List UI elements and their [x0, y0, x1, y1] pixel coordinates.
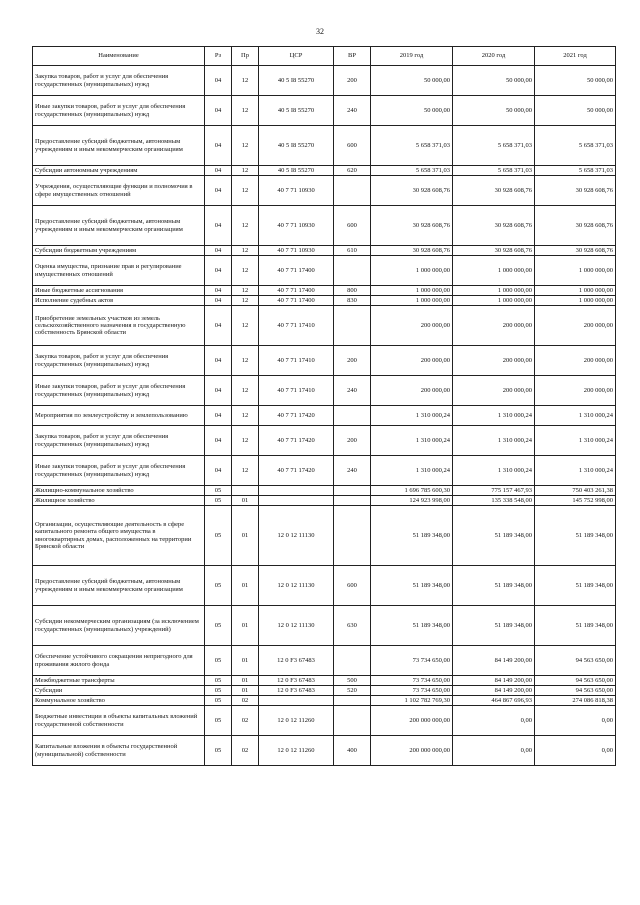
cell-name: Оценка имущества, признание прав и регулирование имущественных отношений	[33, 256, 205, 286]
cell-2021: 0,00	[535, 706, 616, 736]
cell-2020: 1 310 000,24	[453, 426, 535, 456]
cell-vr: 240	[334, 456, 371, 486]
cell-pr: 12	[232, 166, 259, 176]
cell-2020: 5 658 371,03	[453, 166, 535, 176]
cell-pr: 01	[232, 496, 259, 506]
cell-vr	[334, 646, 371, 676]
cell-rz: 04	[205, 176, 232, 206]
cell-csr: 40 7 71 17400	[259, 296, 334, 306]
cell-name: Закупка товаров, работ и услуг для обеспечения государственных (муниципальных) нужд	[33, 66, 205, 96]
table-row	[33, 176, 616, 206]
cell-pr: 12	[232, 296, 259, 306]
cell-rz: 05	[205, 486, 232, 496]
cell-2020: 1 000 000,00	[453, 296, 535, 306]
cell-2021: 50 000,00	[535, 96, 616, 126]
cell-2019: 200 000 000,00	[371, 706, 453, 736]
cell-rz: 05	[205, 646, 232, 676]
cell-2020: 1 310 000,24	[453, 406, 535, 426]
cell-2020: 464 867 696,93	[453, 696, 535, 706]
table-row	[33, 696, 616, 706]
cell-pr: 12	[232, 126, 259, 166]
cell-pr: 12	[232, 306, 259, 346]
cell-2019: 51 189 348,00	[371, 606, 453, 646]
cell-csr: 40 7 71 17400	[259, 286, 334, 296]
cell-2019: 200 000,00	[371, 346, 453, 376]
cell-name: Обеспечение устойчивого сокращения непригодного для проживания жилого фонда	[33, 646, 205, 676]
cell-name: Субсидии некоммерческим организациям (за исключением государственных (муниципальных) учреждений)	[33, 606, 205, 646]
cell-rz: 04	[205, 66, 232, 96]
cell-2020: 1 000 000,00	[453, 256, 535, 286]
cell-vr	[334, 176, 371, 206]
table-row	[33, 246, 616, 256]
cell-csr: 40 5 I8 55270	[259, 166, 334, 176]
cell-csr: 40 7 71 17410	[259, 376, 334, 406]
table-header-row	[33, 47, 616, 66]
cell-2020: 50 000,00	[453, 66, 535, 96]
cell-pr: 02	[232, 706, 259, 736]
cell-rz: 04	[205, 286, 232, 296]
cell-name: Предоставление субсидий бюджетным, автономным учреждениям и иным некоммерческим организациям	[33, 206, 205, 246]
cell-csr: 12 0 F3 67483	[259, 646, 334, 676]
table-row	[33, 496, 616, 506]
table-row	[33, 376, 616, 406]
cell-2019: 73 734 650,00	[371, 676, 453, 686]
table-row	[33, 406, 616, 426]
cell-2021: 1 000 000,00	[535, 256, 616, 286]
table-row	[33, 296, 616, 306]
cell-vr	[334, 696, 371, 706]
cell-name: Иные бюджетные ассигнования	[33, 286, 205, 296]
table-body	[33, 66, 616, 766]
cell-name: Исполнение судебных актов	[33, 296, 205, 306]
cell-2019: 1 000 000,00	[371, 296, 453, 306]
cell-2020: 200 000,00	[453, 376, 535, 406]
table-row	[33, 206, 616, 246]
cell-pr: 01	[232, 686, 259, 696]
header-2021: 2021 год	[535, 47, 616, 66]
table-row	[33, 96, 616, 126]
cell-2020: 775 157 467,93	[453, 486, 535, 496]
cell-2021: 51 189 348,00	[535, 566, 616, 606]
cell-pr: 12	[232, 426, 259, 456]
table-row	[33, 606, 616, 646]
cell-2020: 1 000 000,00	[453, 286, 535, 296]
cell-name: Межбюджетные трансферты	[33, 676, 205, 686]
header-2020: 2020 год	[453, 47, 535, 66]
table-row	[33, 506, 616, 566]
cell-vr: 200	[334, 426, 371, 456]
cell-csr: 40 7 71 17420	[259, 406, 334, 426]
cell-2021: 274 086 818,38	[535, 696, 616, 706]
cell-pr: 12	[232, 376, 259, 406]
cell-2019: 1 000 000,00	[371, 256, 453, 286]
cell-csr	[259, 696, 334, 706]
cell-rz: 05	[205, 736, 232, 766]
cell-name: Коммунальное хозяйство	[33, 696, 205, 706]
cell-2020: 1 310 000,24	[453, 456, 535, 486]
cell-rz: 04	[205, 246, 232, 256]
table-row	[33, 566, 616, 606]
table-row	[33, 686, 616, 696]
cell-2019: 51 189 348,00	[371, 566, 453, 606]
table-row	[33, 426, 616, 456]
cell-rz: 04	[205, 166, 232, 176]
cell-2021: 145 752 998,00	[535, 496, 616, 506]
cell-csr: 12 0 F3 67483	[259, 676, 334, 686]
cell-2020: 51 189 348,00	[453, 566, 535, 606]
cell-rz: 04	[205, 126, 232, 166]
cell-2019: 30 928 608,76	[371, 176, 453, 206]
cell-csr: 40 7 71 10930	[259, 206, 334, 246]
cell-name: Капитальные вложения в объекты государственной (муниципальной) собственности	[33, 736, 205, 766]
cell-2021: 51 189 348,00	[535, 506, 616, 566]
cell-rz: 04	[205, 256, 232, 286]
cell-rz: 04	[205, 206, 232, 246]
cell-rz: 04	[205, 426, 232, 456]
cell-2021: 200 000,00	[535, 376, 616, 406]
cell-csr: 12 0 12 11130	[259, 566, 334, 606]
cell-pr: 12	[232, 66, 259, 96]
cell-csr: 40 7 71 17420	[259, 456, 334, 486]
cell-2020: 200 000,00	[453, 306, 535, 346]
cell-rz: 05	[205, 606, 232, 646]
cell-rz: 04	[205, 406, 232, 426]
cell-pr	[232, 486, 259, 496]
cell-2019: 124 923 998,00	[371, 496, 453, 506]
table-row	[33, 456, 616, 486]
cell-vr: 830	[334, 296, 371, 306]
cell-2021: 94 563 650,00	[535, 686, 616, 696]
cell-pr: 12	[232, 286, 259, 296]
cell-name: Субсидии бюджетным учреждениям	[33, 246, 205, 256]
cell-2020: 50 000,00	[453, 96, 535, 126]
cell-name: Иные закупки товаров, работ и услуг для обеспечения государственных (муниципальных) нужд	[33, 376, 205, 406]
cell-2019: 1 310 000,24	[371, 426, 453, 456]
table-row	[33, 66, 616, 96]
cell-vr	[334, 306, 371, 346]
cell-2021: 30 928 608,76	[535, 246, 616, 256]
header-rz: Рз	[205, 47, 232, 66]
cell-2021: 0,00	[535, 736, 616, 766]
cell-2021: 5 658 371,03	[535, 126, 616, 166]
cell-csr: 40 7 71 17420	[259, 426, 334, 456]
cell-2019: 73 734 650,00	[371, 646, 453, 676]
cell-pr: 02	[232, 736, 259, 766]
cell-2019: 200 000,00	[371, 376, 453, 406]
cell-csr: 12 0 F3 67483	[259, 686, 334, 696]
cell-2021: 5 658 371,03	[535, 166, 616, 176]
table-row	[33, 306, 616, 346]
cell-rz: 05	[205, 706, 232, 736]
budget-table	[32, 46, 616, 766]
table-row	[33, 166, 616, 176]
cell-rz: 04	[205, 306, 232, 346]
cell-name: Жилищное хозяйство	[33, 496, 205, 506]
cell-pr: 01	[232, 566, 259, 606]
cell-vr	[334, 256, 371, 286]
page-number: 32	[316, 27, 324, 36]
cell-name: Закупка товаров, работ и услуг для обеспечения государственных (муниципальных) нужд	[33, 426, 205, 456]
cell-vr: 630	[334, 606, 371, 646]
cell-2019: 5 658 371,03	[371, 166, 453, 176]
cell-2019: 51 189 348,00	[371, 506, 453, 566]
table-row	[33, 256, 616, 286]
cell-2020: 30 928 608,76	[453, 246, 535, 256]
cell-pr: 12	[232, 246, 259, 256]
cell-name: Организации, осуществляющие деятельность в сфере капитального ремонта общего имущества в многоквартирных домах, расположенных на территории Брянской области	[33, 506, 205, 566]
cell-2019: 1 310 000,24	[371, 456, 453, 486]
cell-2020: 0,00	[453, 736, 535, 766]
cell-2020: 84 149 200,00	[453, 646, 535, 676]
cell-vr: 520	[334, 686, 371, 696]
cell-name: Субсидии	[33, 686, 205, 696]
cell-vr: 200	[334, 66, 371, 96]
cell-2021: 1 000 000,00	[535, 296, 616, 306]
cell-2020: 51 189 348,00	[453, 506, 535, 566]
cell-vr: 240	[334, 376, 371, 406]
cell-2019: 1 000 000,00	[371, 286, 453, 296]
cell-pr: 12	[232, 406, 259, 426]
cell-pr: 01	[232, 646, 259, 676]
cell-rz: 05	[205, 686, 232, 696]
cell-2021: 94 563 650,00	[535, 676, 616, 686]
cell-name: Бюджетные инвестиции в объекты капитальных вложений государственной собственности	[33, 706, 205, 736]
cell-2019: 200 000,00	[371, 306, 453, 346]
table-row	[33, 676, 616, 686]
cell-name: Закупка товаров, работ и услуг для обеспечения государственных (муниципальных) нужд	[33, 346, 205, 376]
cell-csr: 12 0 12 11260	[259, 706, 334, 736]
cell-2019: 5 658 371,03	[371, 126, 453, 166]
cell-vr: 240	[334, 96, 371, 126]
cell-2020: 51 189 348,00	[453, 606, 535, 646]
cell-vr: 620	[334, 166, 371, 176]
cell-vr: 600	[334, 206, 371, 246]
cell-vr	[334, 406, 371, 426]
cell-2021: 1 310 000,24	[535, 406, 616, 426]
cell-vr: 400	[334, 736, 371, 766]
cell-rz: 04	[205, 456, 232, 486]
cell-csr: 40 5 I8 55270	[259, 66, 334, 96]
cell-name: Жилищно-коммунальное хозяйство	[33, 486, 205, 496]
cell-vr	[334, 706, 371, 736]
cell-csr: 40 7 71 17400	[259, 256, 334, 286]
cell-csr: 40 5 I8 55270	[259, 126, 334, 166]
cell-2019: 73 734 650,00	[371, 686, 453, 696]
cell-pr: 12	[232, 206, 259, 246]
cell-2020: 0,00	[453, 706, 535, 736]
cell-csr: 40 5 I8 55270	[259, 96, 334, 126]
header-2019: 2019 год	[371, 47, 453, 66]
cell-2019: 50 000,00	[371, 66, 453, 96]
cell-pr: 12	[232, 456, 259, 486]
table-row	[33, 486, 616, 496]
table-row	[33, 646, 616, 676]
header-vr: ВР	[334, 47, 371, 66]
cell-csr: 40 7 71 10930	[259, 176, 334, 206]
cell-pr: 01	[232, 606, 259, 646]
cell-vr	[334, 486, 371, 496]
cell-2020: 5 658 371,03	[453, 126, 535, 166]
table-row	[33, 706, 616, 736]
cell-2019: 1 310 000,24	[371, 406, 453, 426]
cell-pr: 12	[232, 176, 259, 206]
cell-rz: 04	[205, 96, 232, 126]
table-row	[33, 346, 616, 376]
cell-vr: 500	[334, 676, 371, 686]
cell-2021: 200 000,00	[535, 306, 616, 346]
header-pr: Пр	[232, 47, 259, 66]
cell-2019: 1 696 785 600,30	[371, 486, 453, 496]
table-row	[33, 736, 616, 766]
cell-csr: 12 0 12 11260	[259, 736, 334, 766]
cell-pr: 01	[232, 506, 259, 566]
cell-pr: 01	[232, 676, 259, 686]
cell-vr	[334, 506, 371, 566]
cell-vr: 600	[334, 126, 371, 166]
cell-rz: 05	[205, 676, 232, 686]
cell-csr: 12 0 12 11130	[259, 506, 334, 566]
cell-2019: 30 928 608,76	[371, 206, 453, 246]
cell-pr: 02	[232, 696, 259, 706]
cell-csr: 12 0 12 11130	[259, 606, 334, 646]
cell-name: Иные закупки товаров, работ и услуг для обеспечения государственных (муниципальных) нужд	[33, 96, 205, 126]
cell-name: Мероприятия по землеустройству и землепользованию	[33, 406, 205, 426]
cell-rz: 05	[205, 496, 232, 506]
cell-2021: 1 310 000,24	[535, 456, 616, 486]
cell-pr: 12	[232, 256, 259, 286]
cell-vr: 610	[334, 246, 371, 256]
cell-rz: 05	[205, 506, 232, 566]
cell-csr	[259, 496, 334, 506]
cell-rz: 05	[205, 696, 232, 706]
cell-2020: 200 000,00	[453, 346, 535, 376]
cell-name: Учреждения, осуществляющие функции и полномочия в сфере имущественных отношений	[33, 176, 205, 206]
cell-2019: 1 102 782 769,30	[371, 696, 453, 706]
cell-2021: 94 563 650,00	[535, 646, 616, 676]
cell-2020: 135 338 548,00	[453, 496, 535, 506]
cell-vr: 600	[334, 566, 371, 606]
cell-rz: 05	[205, 566, 232, 606]
cell-2021: 1 000 000,00	[535, 286, 616, 296]
cell-rz: 04	[205, 376, 232, 406]
header-csr: ЦСР	[259, 47, 334, 66]
cell-2021: 30 928 608,76	[535, 206, 616, 246]
cell-name: Предоставление субсидий бюджетным, автономным учреждениям и иным некоммерческим организациям	[33, 566, 205, 606]
cell-rz: 04	[205, 296, 232, 306]
cell-rz: 04	[205, 346, 232, 376]
cell-csr	[259, 486, 334, 496]
table-row	[33, 126, 616, 166]
table-row	[33, 286, 616, 296]
cell-2021: 51 189 348,00	[535, 606, 616, 646]
cell-vr	[334, 496, 371, 506]
cell-2021: 750 403 261,38	[535, 486, 616, 496]
cell-2020: 84 149 200,00	[453, 676, 535, 686]
cell-2020: 30 928 608,76	[453, 206, 535, 246]
cell-pr: 12	[232, 346, 259, 376]
cell-2019: 200 000 000,00	[371, 736, 453, 766]
cell-vr: 200	[334, 346, 371, 376]
cell-name: Приобретение земельных участков из земель сельскохозяйственного назначения в государственную собственность Брянской области	[33, 306, 205, 346]
cell-2020: 30 928 608,76	[453, 176, 535, 206]
cell-2019: 30 928 608,76	[371, 246, 453, 256]
cell-2021: 200 000,00	[535, 346, 616, 376]
cell-2021: 1 310 000,24	[535, 426, 616, 456]
cell-name: Предоставление субсидий бюджетным, автономным учреждениям и иным некоммерческим организациям	[33, 126, 205, 166]
cell-name: Иные закупки товаров, работ и услуг для обеспечения государственных (муниципальных) нужд	[33, 456, 205, 486]
cell-2019: 50 000,00	[371, 96, 453, 126]
cell-2020: 84 149 200,00	[453, 686, 535, 696]
cell-2021: 30 928 608,76	[535, 176, 616, 206]
cell-2021: 50 000,00	[535, 66, 616, 96]
cell-pr: 12	[232, 96, 259, 126]
cell-vr: 800	[334, 286, 371, 296]
cell-csr: 40 7 71 17410	[259, 346, 334, 376]
header-name: Наименование	[33, 47, 205, 66]
cell-name: Субсидии автономным учреждениям	[33, 166, 205, 176]
cell-csr: 40 7 71 10930	[259, 246, 334, 256]
cell-csr: 40 7 71 17410	[259, 306, 334, 346]
